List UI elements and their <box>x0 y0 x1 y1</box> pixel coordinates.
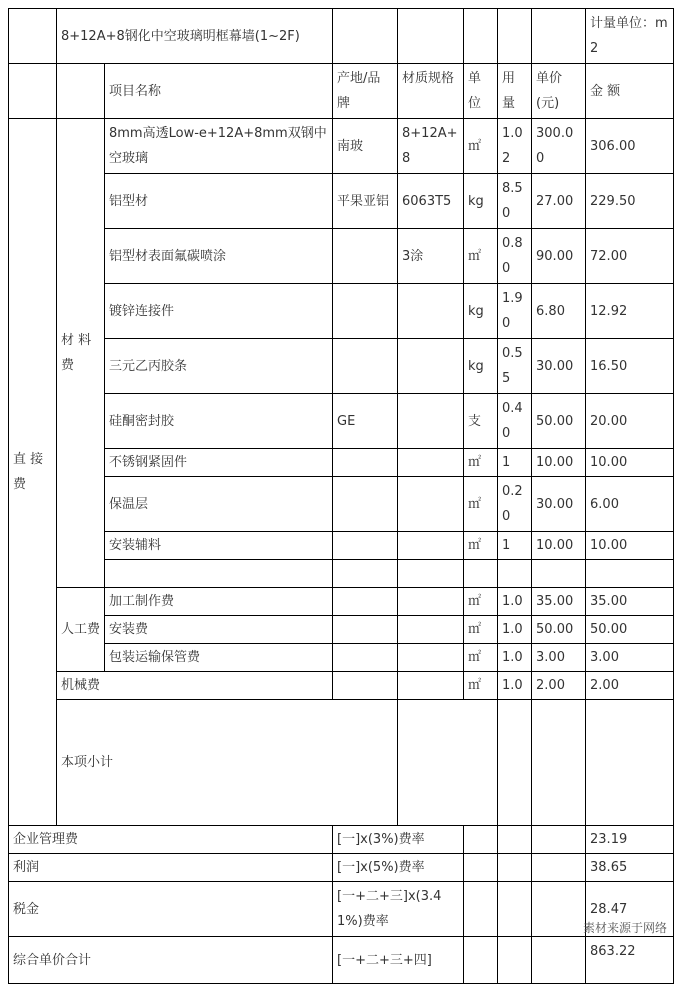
summary-row <box>9 826 674 854</box>
table-row <box>9 616 674 644</box>
item-qty: 1.02 <box>498 119 532 174</box>
item-unit: ㎡ <box>464 229 498 284</box>
item-unit: kg <box>464 339 498 394</box>
item-origin <box>333 477 398 532</box>
summary-formula: [一]x(3%)费率 <box>333 826 464 854</box>
direct-cost-group: 直 接 费 <box>9 119 57 826</box>
item-unit: ㎡ <box>464 672 498 700</box>
item-price: 50.00 <box>532 394 586 449</box>
col-header-amount: 金 额 <box>586 64 674 119</box>
summary-formula <box>398 700 498 826</box>
item-amount: 6.00 <box>586 477 674 532</box>
col-header-qty: 用量 <box>498 64 532 119</box>
col-header-unit: 单位 <box>464 64 498 119</box>
item-amount: 229.50 <box>586 174 674 229</box>
labor-cost-group: 人工费 <box>57 588 105 672</box>
table-row <box>9 477 674 532</box>
summary-label: 利润 <box>9 854 333 882</box>
title-row <box>9 9 674 64</box>
item-unit: ㎡ <box>464 449 498 477</box>
item-price: 35.00 <box>532 588 586 616</box>
item-amount: 10.00 <box>586 449 674 477</box>
item-price: 50.00 <box>532 616 586 644</box>
item-price: 27.00 <box>532 174 586 229</box>
item-name: 安装辅料 <box>105 532 333 560</box>
item-qty: 1.0 <box>498 588 532 616</box>
summary-amount: 28.47 <box>586 882 674 937</box>
item-price: 30.00 <box>532 477 586 532</box>
item-qty: 1.0 <box>498 616 532 644</box>
item-qty: 1.0 <box>498 644 532 672</box>
summary-label: 本项小计 <box>57 700 398 826</box>
item-name: 包装运输保管费 <box>105 644 333 672</box>
item-spec: 3涂 <box>398 229 464 284</box>
header-row <box>9 64 674 119</box>
item-name: 加工制作费 <box>105 588 333 616</box>
item-name: 机械费 <box>57 672 333 700</box>
item-origin <box>333 532 398 560</box>
summary-amount: 23.19 <box>586 826 674 854</box>
project-title: 8+12A+8钢化中空玻璃明框幕墙(1~2F) <box>57 9 333 64</box>
item-amount: 16.50 <box>586 339 674 394</box>
item-qty: 1.0 <box>498 672 532 700</box>
item-name: 不锈钢紧固件 <box>105 449 333 477</box>
col-header-origin: 产地/品牌 <box>333 64 398 119</box>
table-row <box>9 449 674 477</box>
summary-row <box>9 854 674 882</box>
col-header-item: 项目名称 <box>105 64 333 119</box>
table-row <box>9 229 674 284</box>
item-amount: 10.00 <box>586 532 674 560</box>
item-name: 保温层 <box>105 477 333 532</box>
table-row <box>9 532 674 560</box>
item-origin <box>333 284 398 339</box>
item-spec: 6063T5 <box>398 174 464 229</box>
summary-label: 综合单价合计 <box>9 937 333 984</box>
item-name: 铝型材 <box>105 174 333 229</box>
summary-formula: [一+二+三]x(3.41%)费率 <box>333 882 464 937</box>
summary-row <box>9 882 674 937</box>
item-spec <box>398 394 464 449</box>
item-unit: 支 <box>464 394 498 449</box>
table-row <box>9 119 674 174</box>
item-amount: 306.00 <box>586 119 674 174</box>
table-row <box>9 339 674 394</box>
item-amount: 12.92 <box>586 284 674 339</box>
item-spec <box>398 339 464 394</box>
summary-row <box>9 700 674 826</box>
item-amount: 2.00 <box>586 672 674 700</box>
summary-amount: 38.65 <box>586 854 674 882</box>
summary-row <box>9 937 674 984</box>
cost-table <box>8 8 674 984</box>
item-unit: ㎡ <box>464 644 498 672</box>
col-header-spec: 材质规格 <box>398 64 464 119</box>
summary-formula: [一]x(5%)费率 <box>333 854 464 882</box>
item-unit: ㎡ <box>464 616 498 644</box>
summary-amount: 863.22 <box>586 937 674 984</box>
item-qty: 0.80 <box>498 229 532 284</box>
table-row <box>9 588 674 616</box>
item-unit: ㎡ <box>464 532 498 560</box>
item-origin <box>333 449 398 477</box>
item-name: 安装费 <box>105 616 333 644</box>
summary-formula: [一+二+三+四] <box>333 937 464 984</box>
item-name: 镀锌连接件 <box>105 284 333 339</box>
item-qty: 0.20 <box>498 477 532 532</box>
item-origin <box>333 339 398 394</box>
item-amount: 20.00 <box>586 394 674 449</box>
item-name: 8mm高透Low-e+12A+8mm双钢中空玻璃 <box>105 119 333 174</box>
item-price: 2.00 <box>532 672 586 700</box>
item-qty: 1 <box>498 532 532 560</box>
item-origin <box>333 229 398 284</box>
table-row <box>9 672 674 700</box>
item-amount: 50.00 <box>586 616 674 644</box>
item-spec <box>398 449 464 477</box>
summary-label: 税金 <box>9 882 333 937</box>
item-price: 3.00 <box>532 644 586 672</box>
item-spec <box>398 284 464 339</box>
item-spec <box>398 532 464 560</box>
item-qty: 1.90 <box>498 284 532 339</box>
item-price: 10.00 <box>532 532 586 560</box>
table-row <box>9 284 674 339</box>
summary-label: 企业管理费 <box>9 826 333 854</box>
item-spec: 8+12A+8 <box>398 119 464 174</box>
item-qty: 1 <box>498 449 532 477</box>
item-price: 300.00 <box>532 119 586 174</box>
table-row <box>9 644 674 672</box>
item-price: 90.00 <box>532 229 586 284</box>
item-unit: ㎡ <box>464 119 498 174</box>
item-price: 10.00 <box>532 449 586 477</box>
item-amount: 72.00 <box>586 229 674 284</box>
item-name: 铝型材表面氟碳喷涂 <box>105 229 333 284</box>
item-qty: 0.55 <box>498 339 532 394</box>
item-unit: kg <box>464 284 498 339</box>
table-row <box>9 394 674 449</box>
item-name: 三元乙丙胶条 <box>105 339 333 394</box>
unit-label: 计量单位：m2 <box>586 9 674 64</box>
table-row <box>9 174 674 229</box>
source-note: 素材来源于网络 <box>582 921 667 935</box>
item-amount: 35.00 <box>586 588 674 616</box>
item-name: 硅酮密封胶 <box>105 394 333 449</box>
item-unit: ㎡ <box>464 477 498 532</box>
item-price: 30.00 <box>532 339 586 394</box>
item-origin: 南玻 <box>333 119 398 174</box>
item-price: 6.80 <box>532 284 586 339</box>
item-amount: 3.00 <box>586 644 674 672</box>
item-qty: 8.50 <box>498 174 532 229</box>
material-cost-group: 材 料 费 <box>57 119 105 588</box>
item-unit: ㎡ <box>464 588 498 616</box>
corner-cell <box>9 9 57 64</box>
item-spec <box>398 477 464 532</box>
item-unit: kg <box>464 174 498 229</box>
item-origin: GE <box>333 394 398 449</box>
item-qty: 0.40 <box>498 394 532 449</box>
empty-row <box>9 560 674 588</box>
col-header-price: 单价(元) <box>532 64 586 119</box>
item-origin: 平果亚铝 <box>333 174 398 229</box>
